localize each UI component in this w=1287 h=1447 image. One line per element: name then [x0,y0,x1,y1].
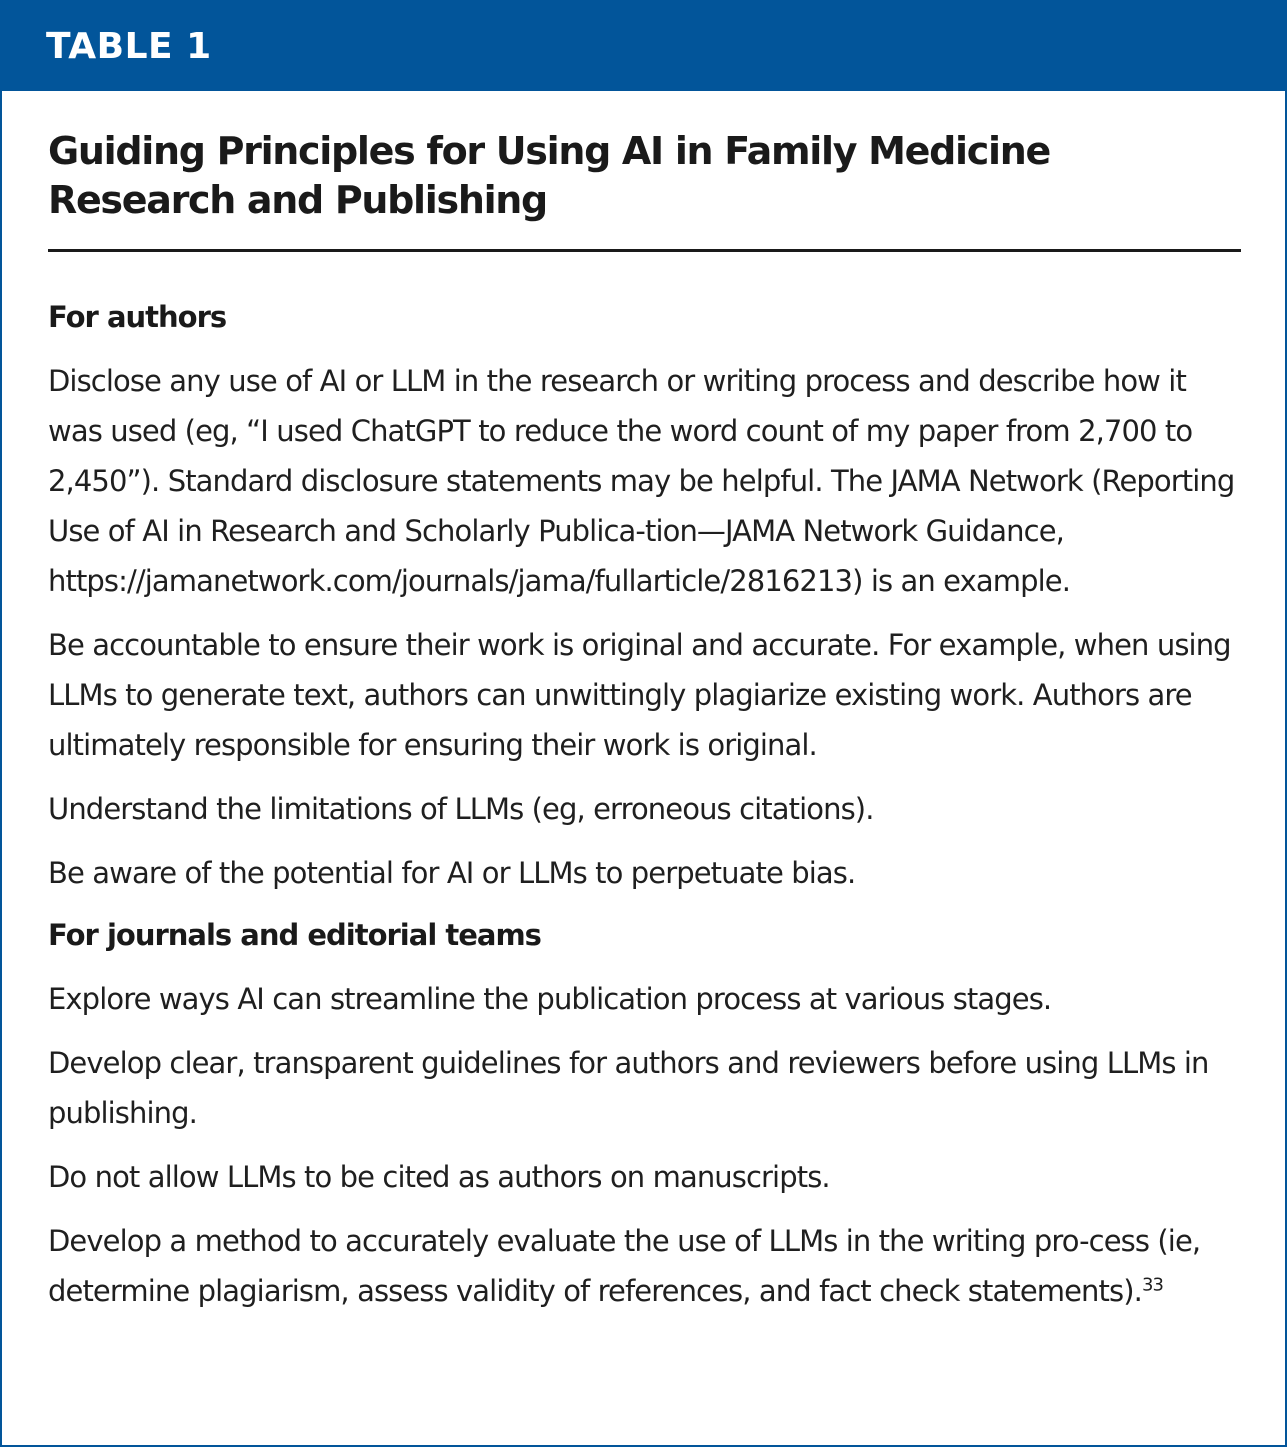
section-heading: For authors [48,300,227,334]
title-divider [48,249,1241,252]
list-item [48,1216,1241,1316]
list-item: Be aware of the potential for AI or LLMs to perpetuate bias. [48,856,856,890]
list-item: Disclose any use of AI or LLM in the research or writing process and describe how it was used (eg, “I used ChatGPT to reduce the word count of my paper from 2,700 to 2,450”). Standard disclosure statements may be helpful. The JAMA Network (Reporting Use of AI in Research and Scholarly Publica-tion—JAMA Network Guidance, https://jamanetwork.com/journals/jama/fullarticle/2816213) is an example. [48,364,1235,598]
list-item: Develop clear, transparent guidelines for authors and reviewers before using LLMs in publishing. [48,1046,1209,1130]
table-content [2,127,1285,1316]
list-item: Be accountable to ensure their work is original and accurate. For example, when using LLMs to generate text, authors can unwittingly plagiarize existing work. Authors are ultimately responsible for ensuring their work is original. [48,628,1231,762]
reference-superscript: 33 [1141,1274,1164,1296]
table-label: TABLE 1 [46,26,212,67]
section-authors [48,292,1241,898]
list-item: Understand the limitations of LLMs (eg, erroneous citations). [48,792,874,826]
list-item-text: Develop a method to accurately evaluate the use of LLMs in the writing pro-cess (ie, determine plagiarism, assess validity of references, and fact check statements). [48,1224,1201,1308]
table-title: Guiding Principles for Using AI in Family Medicine Research and Publishing [48,129,1050,222]
list-item: Do not allow LLMs to be cited as authors on manuscripts. [48,1160,830,1194]
list-item: Explore ways AI can streamline the publication process at various stages. [48,982,1052,1016]
table-header-bar [2,2,1285,91]
section-heading: For journals and editorial teams [48,918,541,952]
section-journals [48,910,1241,1316]
